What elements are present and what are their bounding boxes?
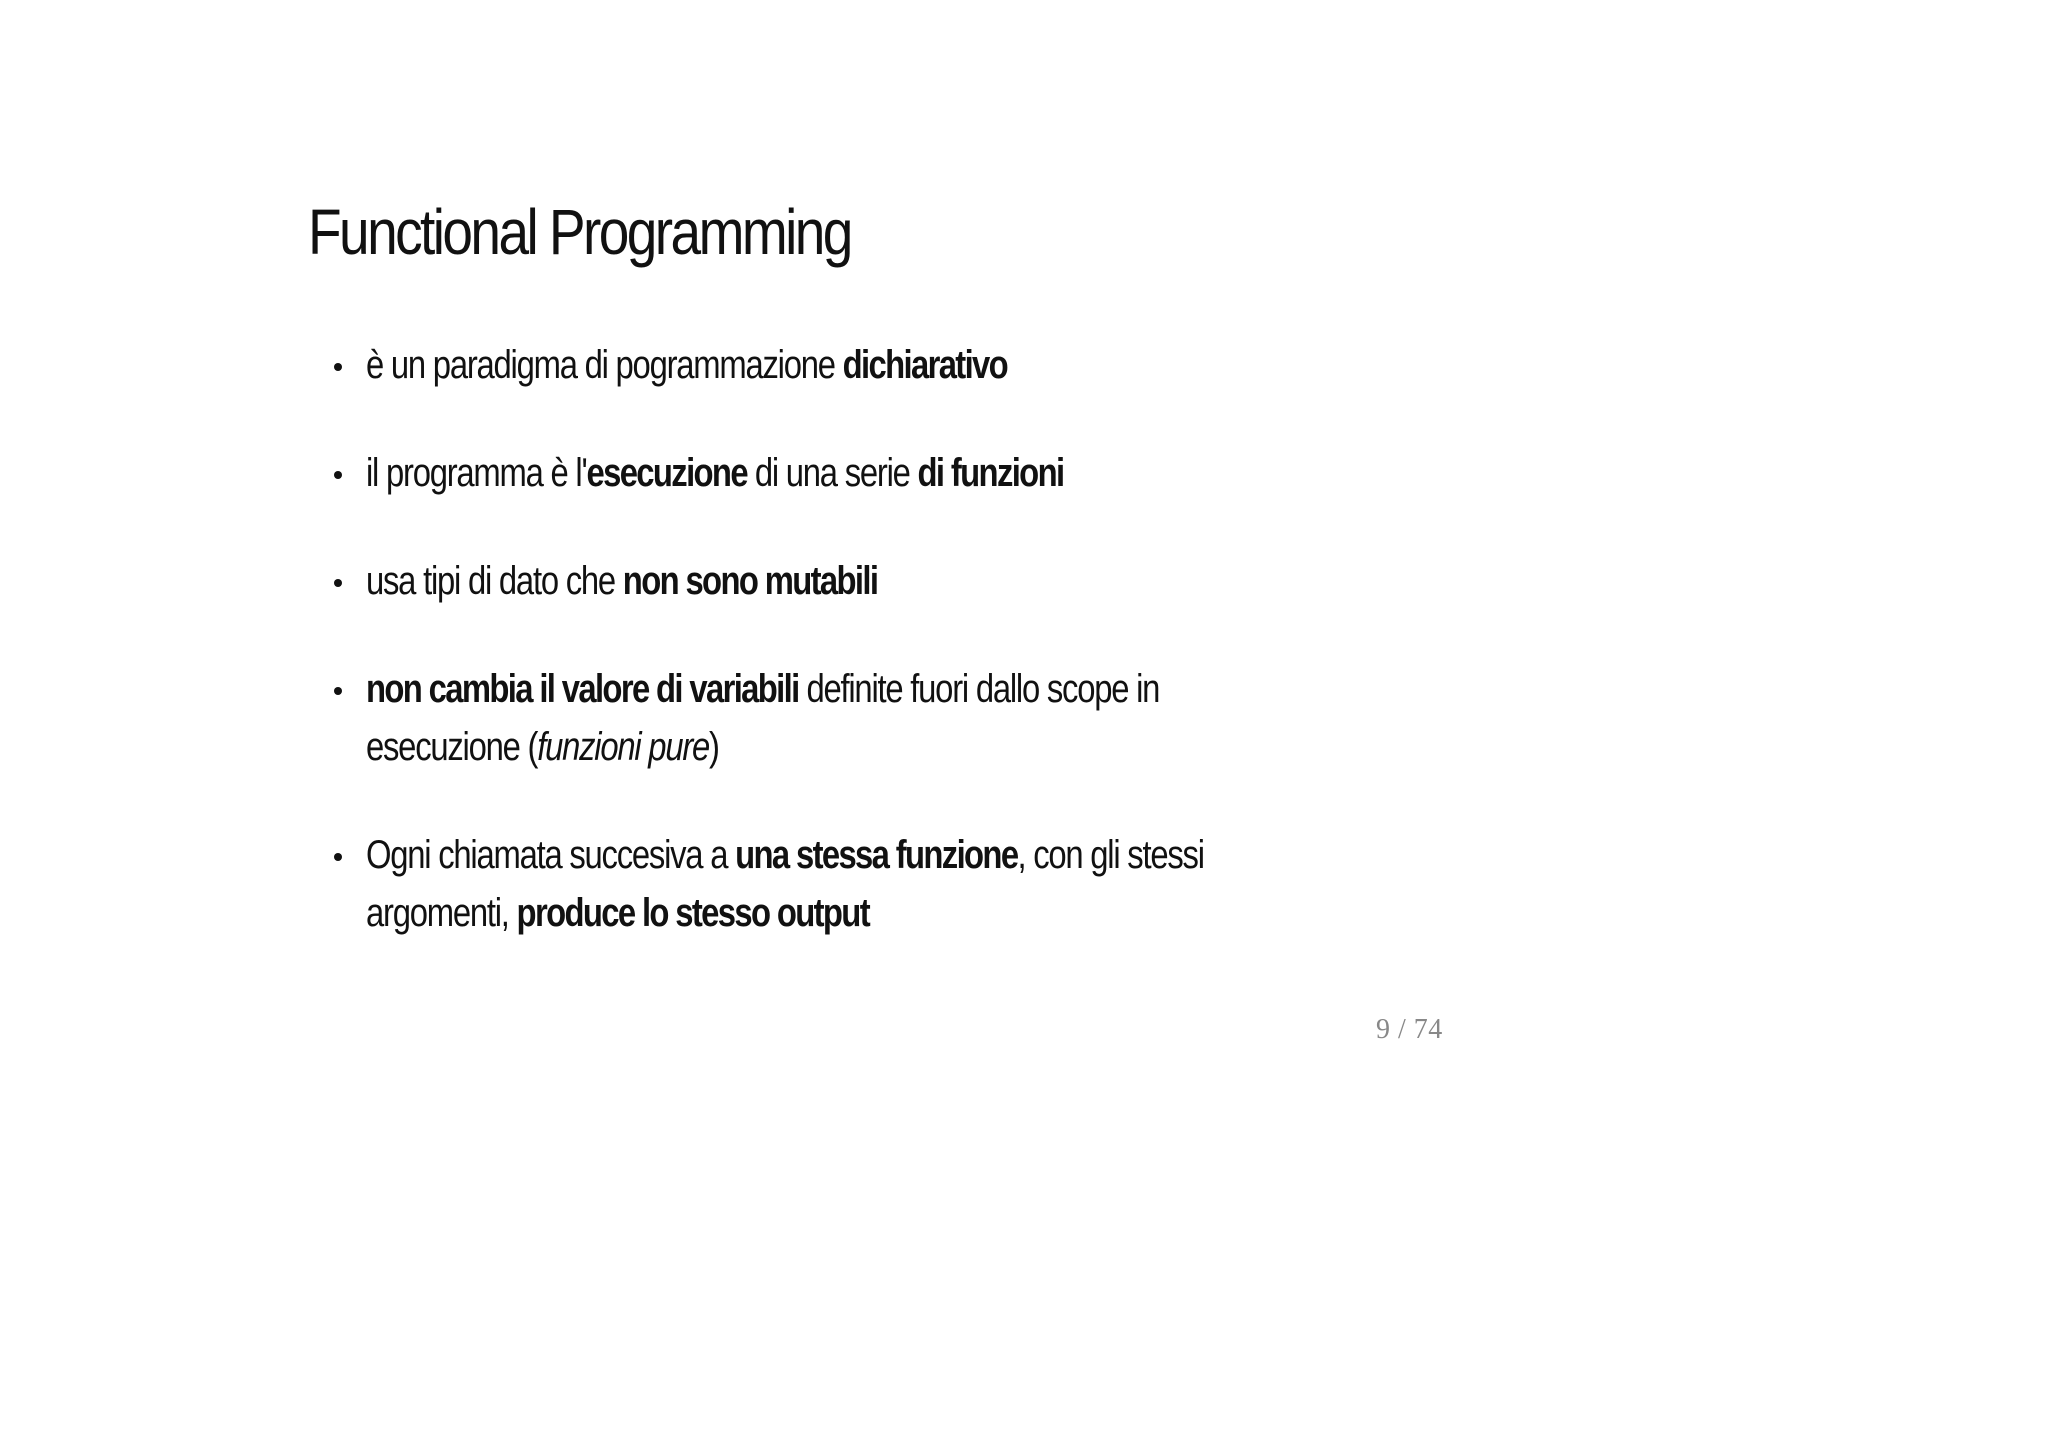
text-run-bold: di funzioni bbox=[917, 451, 1064, 495]
bullet-dot-icon bbox=[334, 579, 342, 587]
bullet-line bbox=[366, 826, 1204, 884]
text-run-bold: produce lo stesso output bbox=[516, 891, 869, 935]
text-run: di una serie bbox=[746, 451, 918, 495]
text-run: esecuzione ( bbox=[366, 725, 538, 769]
text-run: usa tipi di dato che bbox=[366, 559, 623, 603]
bullet-item bbox=[334, 660, 1434, 776]
text-run: definite fuori dallo scope in bbox=[798, 667, 1160, 711]
bullet-dot-icon bbox=[334, 853, 342, 861]
bullet-line bbox=[366, 718, 1159, 776]
text-run-bold: dichiarativo bbox=[842, 343, 1008, 387]
bullet-text bbox=[366, 444, 1063, 502]
text-run-italic: funzioni pure bbox=[537, 725, 710, 769]
text-run: ) bbox=[709, 725, 719, 769]
bullet-item bbox=[334, 444, 1434, 502]
bullet-line bbox=[366, 660, 1159, 718]
bullet-list bbox=[334, 336, 1434, 992]
bullet-text bbox=[366, 660, 1159, 776]
bullet-text bbox=[366, 336, 1007, 394]
text-run: il programma è l' bbox=[366, 451, 587, 495]
bullet-dot-icon bbox=[334, 471, 342, 479]
text-run-bold: non cambia il valore di variabili bbox=[366, 667, 799, 711]
bullet-item bbox=[334, 336, 1434, 394]
bullet-item bbox=[334, 826, 1434, 942]
bullet-dot-icon bbox=[334, 687, 342, 695]
text-run: Ogni chiamata succesiva a bbox=[366, 833, 736, 877]
text-run: è un paradigma di pogrammazione bbox=[366, 343, 843, 387]
bullet-line bbox=[366, 336, 1007, 394]
bullet-dot-icon bbox=[334, 363, 342, 371]
bullet-item bbox=[334, 552, 1434, 610]
bullet-line bbox=[366, 444, 1063, 502]
page-number: 9 / 74 bbox=[1376, 1014, 1443, 1045]
text-run-bold: non sono mutabili bbox=[622, 559, 878, 603]
bullet-text bbox=[366, 826, 1204, 942]
slide-title: Functional Programming bbox=[308, 196, 851, 268]
text-run: , con gli stessi bbox=[1017, 833, 1204, 877]
bullet-text bbox=[366, 552, 877, 610]
text-run-bold: una stessa funzione bbox=[735, 833, 1018, 877]
text-run: argomenti, bbox=[366, 891, 517, 935]
bullet-line bbox=[366, 552, 877, 610]
bullet-line bbox=[366, 884, 1204, 942]
text-run-bold: esecuzione bbox=[586, 451, 747, 495]
